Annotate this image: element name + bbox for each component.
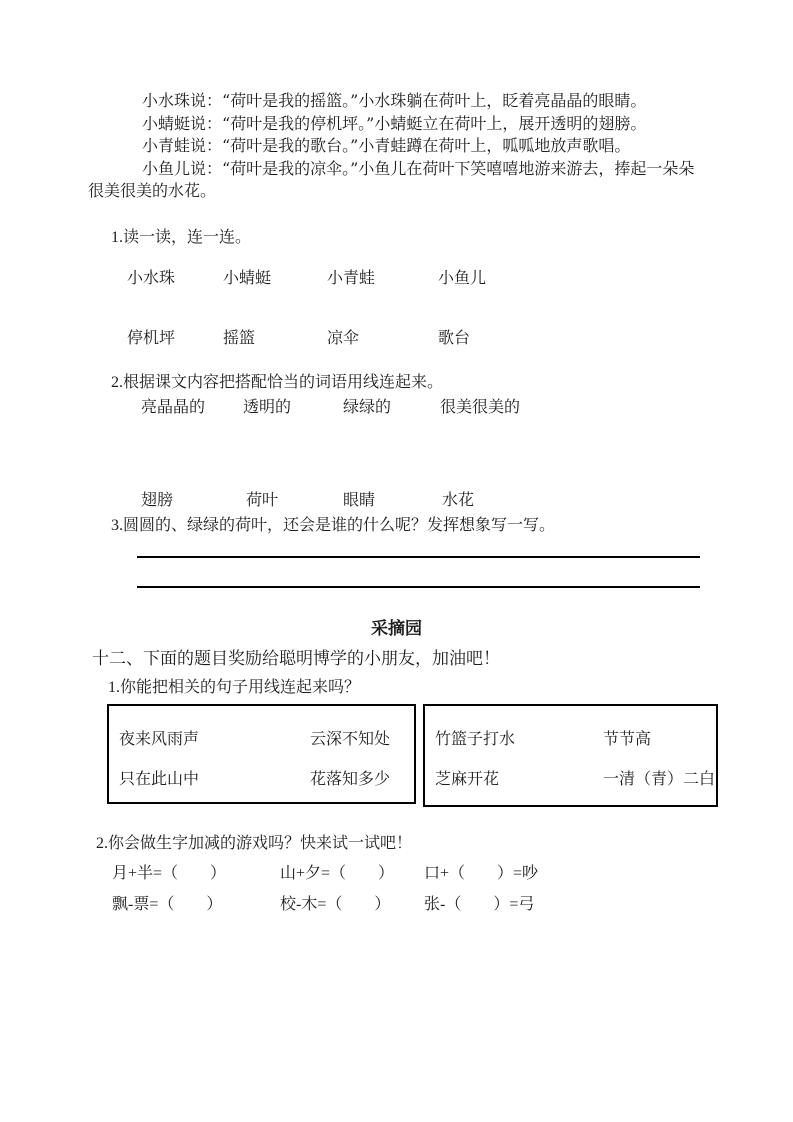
match-word: 摇篮 bbox=[223, 330, 256, 347]
match-word: 透明的 bbox=[243, 399, 292, 416]
character-puzzle: 山+夕=（ ） bbox=[280, 865, 395, 882]
saying-phrase: 芝麻开花 bbox=[435, 771, 500, 788]
harvest-question-1-label: 1.你能把相关的句子用线连起来吗？ bbox=[108, 679, 361, 696]
answer-line bbox=[137, 556, 700, 558]
match-word: 眼睛 bbox=[343, 492, 376, 509]
saying-phrase: 竹篮子打水 bbox=[435, 731, 516, 748]
poem-phrase: 夜来风雨声 bbox=[119, 731, 200, 748]
section-12-label: 十二、下面的题目奖励给聪明博学的小朋友，加油吧！ bbox=[92, 649, 500, 668]
answer-line bbox=[137, 586, 700, 588]
question-2-label: 2.根据课文内容把搭配恰当的词语用线连起来。 bbox=[111, 374, 444, 391]
passage-line: 小鱼儿说：“荷叶是我的凉伞。”小鱼儿在荷叶下笑嘻嘻地游来游去，捧起一朵朵 bbox=[142, 158, 695, 178]
passage-line: 小青蛙说：“荷叶是我的歌台。”小青蛙蹲在荷叶上，呱呱地放声歌唱。 bbox=[142, 136, 631, 155]
match-word: 翅膀 bbox=[141, 492, 174, 509]
reading-passage bbox=[88, 90, 710, 203]
question-3-label: 3.圆圆的、绿绿的荷叶，还会是谁的什么呢？发挥想象写一写。 bbox=[111, 517, 556, 534]
match-word: 停机坪 bbox=[127, 330, 176, 347]
character-puzzle: 月+半=（ ） bbox=[112, 865, 227, 882]
match-word: 凉伞 bbox=[327, 330, 360, 347]
harvest-question-2-label: 2.你会做生字加减的游戏吗？快来试一试吧！ bbox=[96, 835, 413, 852]
match-word: 水花 bbox=[442, 492, 475, 509]
match-word: 亮晶晶的 bbox=[141, 399, 206, 416]
passage-line: 小水珠说：“荷叶是我的摇篮。”小水珠躺在荷叶上，眨着亮晶晶的眼睛。 bbox=[142, 91, 647, 110]
character-puzzle: 校-木=（ ） bbox=[280, 896, 391, 913]
character-puzzle: 口+（ ）=吵 bbox=[424, 865, 539, 882]
harvest-garden-title: 采摘园 bbox=[371, 619, 422, 638]
passage-line: 很美很美的水花。 bbox=[88, 181, 217, 200]
poem-phrase: 花落知多少 bbox=[310, 771, 391, 788]
match-word: 荷叶 bbox=[246, 492, 279, 509]
match-word: 小鱼儿 bbox=[438, 270, 487, 287]
match-word: 歌台 bbox=[438, 330, 471, 347]
passage-line: 小蜻蜓说：“荷叶是我的停机坪。”小蜻蜓立在荷叶上，展开透明的翅膀。 bbox=[142, 113, 647, 133]
saying-match-box bbox=[423, 704, 718, 807]
poem-phrase: 云深不知处 bbox=[310, 731, 391, 748]
poem-phrase: 只在此山中 bbox=[119, 771, 200, 788]
match-word: 小水珠 bbox=[127, 270, 176, 287]
saying-phrase: 节节高 bbox=[603, 731, 652, 748]
saying-phrase: 一清（青）二白 bbox=[603, 771, 716, 788]
match-word: 绿绿的 bbox=[343, 399, 392, 416]
match-word: 很美很美的 bbox=[440, 399, 521, 416]
match-word: 小蜻蜓 bbox=[223, 270, 272, 287]
poem-match-box bbox=[107, 704, 416, 804]
character-puzzle: 飘-票=（ ） bbox=[112, 896, 223, 913]
character-puzzle: 张-（ ）=弓 bbox=[424, 896, 535, 913]
question-1-label: 1.读一读，连一连。 bbox=[111, 229, 252, 246]
match-word: 小青蛙 bbox=[327, 270, 376, 287]
